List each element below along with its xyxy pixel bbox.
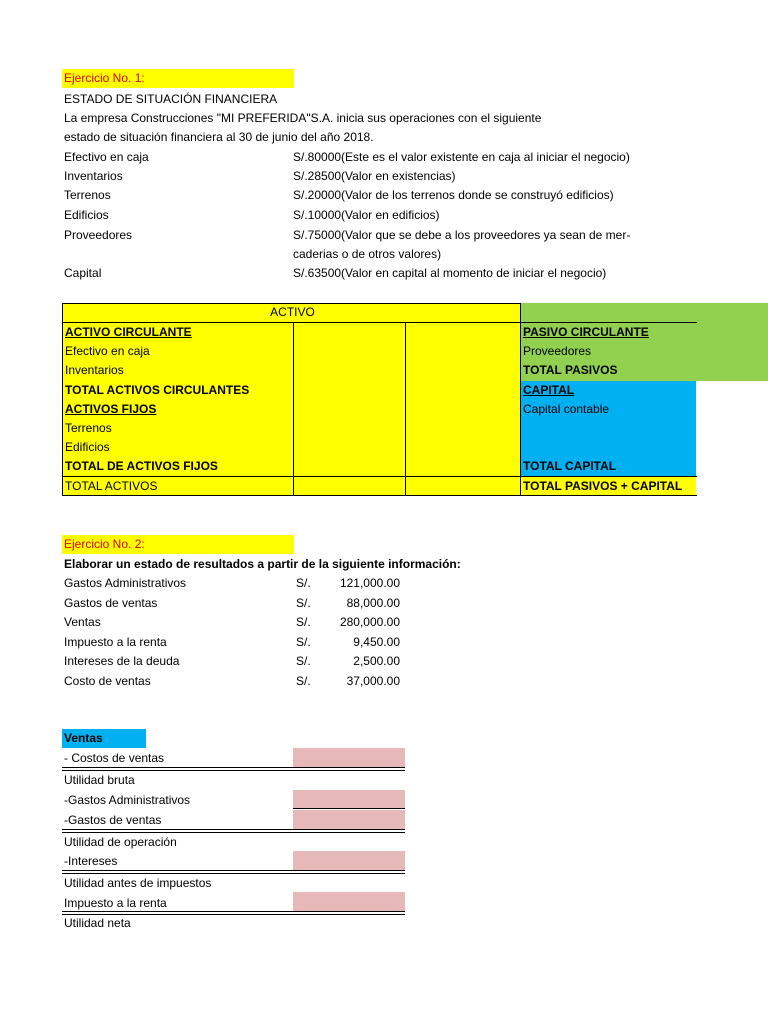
- total-pasivos-capital-label: TOTAL PASIVOS + CAPITAL: [523, 479, 683, 493]
- total-capital-label: TOTAL CAPITAL: [523, 459, 617, 473]
- currency-symbol: S/.: [296, 596, 311, 610]
- currency-symbol: S/.: [296, 654, 311, 668]
- data-label: Gastos de ventas: [64, 596, 158, 610]
- item-label: Inventarios: [64, 169, 123, 183]
- exercise-2-title: Ejercicio No. 2:: [62, 535, 294, 554]
- activo-circulante-label: ACTIVO CIRCULANTE: [65, 325, 192, 339]
- ventas-label: Ventas: [62, 729, 146, 748]
- currency-symbol: S/.: [296, 674, 311, 688]
- pasivo-circulante-label: PASIVO CIRCULANTE: [523, 325, 649, 339]
- gastos-administrativos-label: -Gastos Administrativos: [64, 793, 191, 807]
- item-value: caderias o de otros valores): [293, 247, 442, 261]
- data-label: Impuesto a la renta: [64, 635, 167, 649]
- data-amount: 88,000.00: [346, 596, 400, 610]
- item-label: Capital: [64, 266, 102, 280]
- data-label: Intereses de la deuda: [64, 654, 180, 668]
- item-value: S/.80000(Este es el valor existente en caja al iniciar el negocio): [293, 150, 630, 164]
- data-amount: 9,450.00: [353, 635, 400, 649]
- item-label: Edificios: [64, 208, 109, 222]
- efectivo-label: Efectivo en caja: [65, 344, 150, 358]
- data-label: Costo de ventas: [64, 674, 151, 688]
- total-activos-circulantes-label: TOTAL ACTIVOS CIRCULANTES: [65, 383, 250, 397]
- item-value: S/.10000(Valor en edificios): [293, 208, 440, 222]
- costos-ventas-input[interactable]: [293, 748, 405, 767]
- currency-symbol: S/.: [296, 576, 311, 590]
- data-label: Gastos Administrativos: [64, 576, 187, 590]
- utilidad-neta-label: Utilidad neta: [64, 916, 131, 930]
- total-pasivos-label: TOTAL PASIVOS: [523, 363, 618, 377]
- intro-line-1: La empresa Construcciones "MI PREFERIDA"S.A. inicia sus operaciones con el siguiente: [64, 111, 542, 125]
- total-activos-fijos-label: TOTAL DE ACTIVOS FIJOS: [65, 459, 218, 473]
- item-value: S/.63500(Valor en capital al momento de iniciar el negocio): [293, 266, 607, 280]
- item-value: S/.20000(Valor de los terrenos donde se construyó edificios): [293, 188, 614, 202]
- total-activos-value-1[interactable]: [294, 477, 405, 495]
- item-value: S/.28500(Valor en existencias): [293, 169, 456, 183]
- gastos-ventas-label: -Gastos de ventas: [64, 813, 162, 827]
- gastos-administrativos-input[interactable]: [293, 790, 405, 808]
- edificios-label: Edificios: [65, 440, 110, 454]
- capital-contable-label: Capital contable: [523, 402, 610, 416]
- utilidad-operacion-label: Utilidad de operación: [64, 835, 177, 849]
- costos-ventas-label: - Costos de ventas: [64, 751, 165, 765]
- currency-symbol: S/.: [296, 615, 311, 629]
- data-amount: 121,000.00: [339, 576, 400, 590]
- data-label: Ventas: [64, 615, 101, 629]
- capital-label: CAPITAL: [523, 383, 575, 397]
- proveedores-label: Proveedores: [523, 344, 592, 358]
- activo-values-col-1[interactable]: [294, 323, 405, 476]
- activo-header: ACTIVO: [270, 305, 315, 319]
- data-amount: 280,000.00: [339, 615, 400, 629]
- data-amount: 37,000.00: [346, 674, 400, 688]
- exercise-1-title: Ejercicio No. 1:: [62, 69, 294, 88]
- intro-line-2: estado de situación financiera al 30 de junio del año 2018.: [64, 130, 374, 144]
- gastos-ventas-input[interactable]: [293, 810, 405, 829]
- impuesto-renta-label: Impuesto a la renta: [64, 896, 167, 910]
- activo-values-col-2[interactable]: [406, 323, 520, 476]
- currency-symbol: S/.: [296, 635, 311, 649]
- item-label: Efectivo en caja: [64, 150, 149, 164]
- total-activos-label: TOTAL ACTIVOS: [65, 479, 158, 493]
- item-value: S/.75000(Valor que se debe a los proveedores ya sean de mer-: [293, 228, 631, 242]
- item-label: Proveedores: [64, 228, 133, 242]
- utilidad-antes-impuestos-label: Utilidad antes de impuestos: [64, 876, 212, 890]
- inventarios-label: Inventarios: [65, 363, 124, 377]
- data-amount: 2,500.00: [353, 654, 400, 668]
- intereses-label: -Intereses: [64, 854, 118, 868]
- total-activos-value-2[interactable]: [406, 477, 520, 495]
- terrenos-label: Terrenos: [65, 421, 112, 435]
- utilidad-bruta-label: Utilidad bruta: [64, 773, 135, 787]
- impuesto-renta-input[interactable]: [293, 892, 405, 911]
- exercise-2-intro: Elaborar un estado de resultados a partir de la siguiente información:: [64, 557, 461, 571]
- balance-heading: ESTADO DE SITUACIÓN FINANCIERA: [64, 92, 278, 106]
- intereses-input[interactable]: [293, 851, 405, 870]
- item-label: Terrenos: [64, 188, 111, 202]
- activos-fijos-label: ACTIVOS FIJOS: [65, 402, 157, 416]
